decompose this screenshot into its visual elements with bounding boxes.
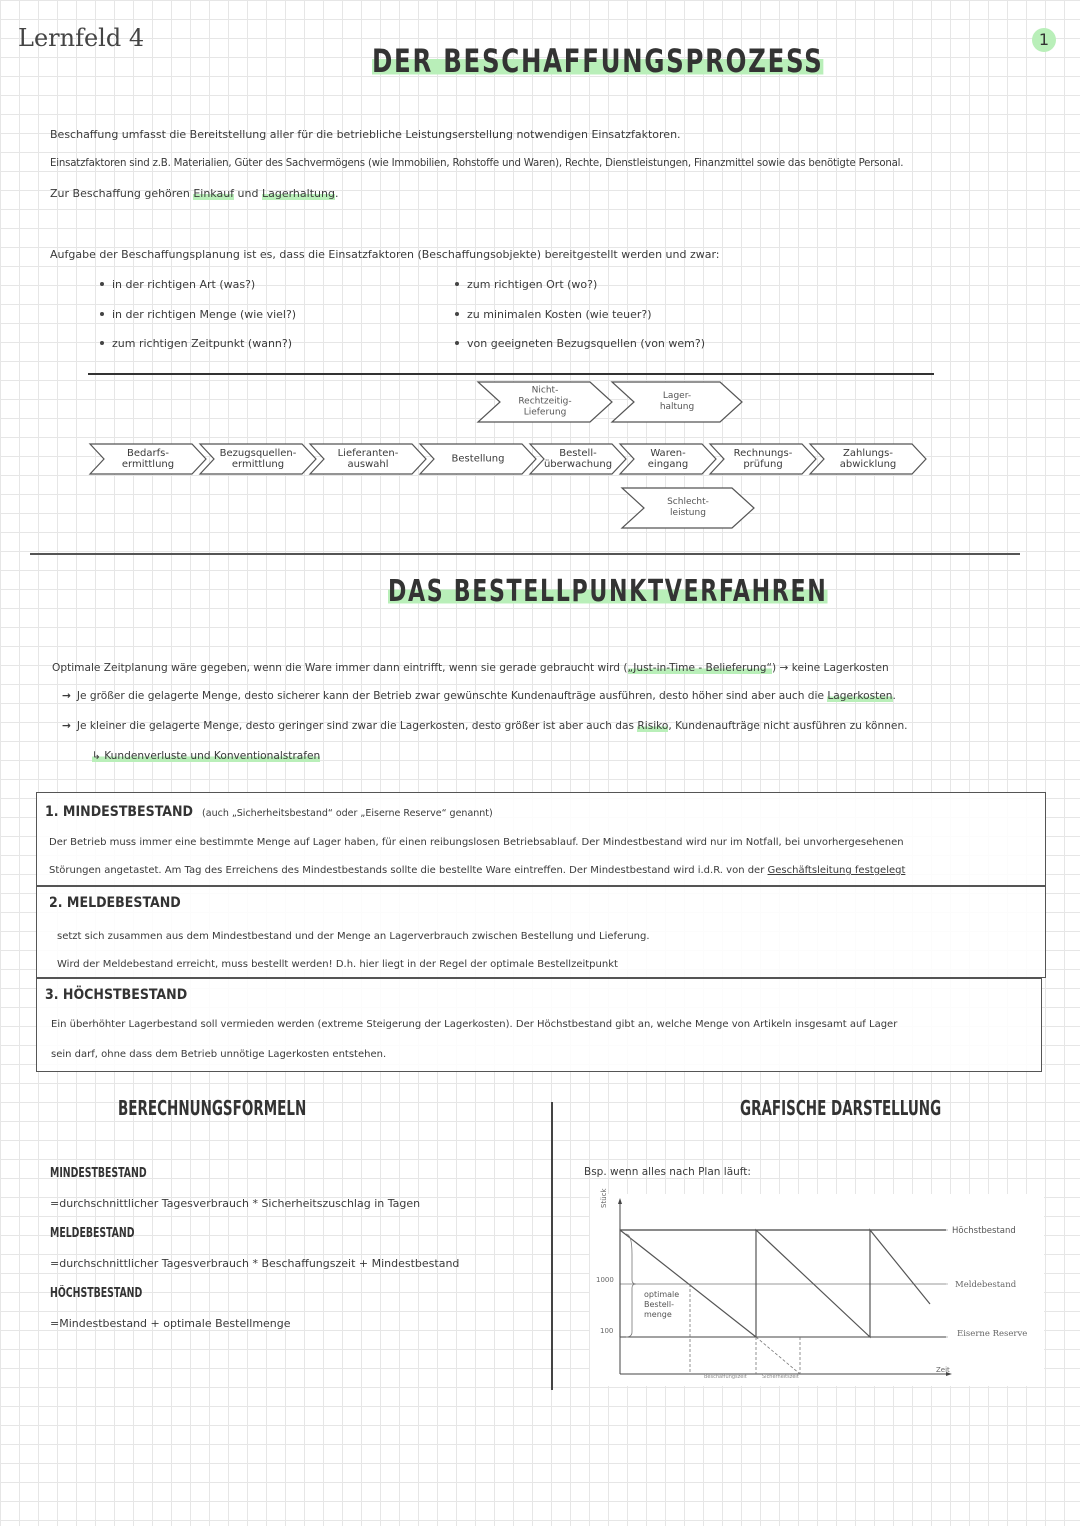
process-step-lagerhaltung: Lager- haltung	[610, 380, 744, 424]
eiserne-reserve-label: Eiserne Reserve	[957, 1329, 1028, 1339]
process-step-bezugsquellenermittlung	[198, 442, 318, 476]
optimal-label: optimale Bestell- menge	[644, 1290, 680, 1319]
y-axis-label: Stück	[600, 1188, 608, 1208]
page-number-badge	[1032, 28, 1056, 52]
box-meldebestand	[36, 886, 1046, 978]
box-text-2: sein darf, ohne dass dem Betrieb unnötige Lagerkosten entstehen.	[51, 1049, 387, 1060]
tick-1000: 1000	[596, 1276, 614, 1284]
x-axis-label: Zeit	[936, 1366, 950, 1374]
aufgabe-right-3: von geeigneten Bezugsquellen (von wem?)	[455, 337, 705, 350]
box-text-1: Der Betrieb muss immer eine bestimmte Menge auf Lager haben, für einen reibungslosen Betriebsablauf. Der Mindestbestand wird nur im Notfall, bei unvorhergesehenen	[49, 837, 904, 848]
process-step-bedarfsermittlung	[88, 442, 208, 476]
page-number: 1	[1038, 30, 1050, 49]
formula-1-heading: MINDESTBESTAND	[50, 1166, 147, 1181]
box-heading: 2. MELDEBESTAND	[49, 895, 181, 911]
process-step-zahlungsabwicklung	[808, 442, 928, 476]
formula-3: =Mindestbestand + optimale Bestellmenge	[50, 1317, 291, 1330]
process-step-label: Waren- eingang	[647, 448, 689, 470]
formula-3-heading: HÖCHSTBESTAND	[50, 1286, 143, 1301]
box-text-1: setzt sich zusammen aus dem Mindestbestand und der Menge an Lagerverbrauch zwischen Bestellung und Lieferung.	[57, 931, 650, 942]
process-step-label: Bestell- überwachung	[543, 448, 613, 470]
process-step-label: Lieferanten- auswahl	[337, 448, 399, 470]
box-text-2: Wird der Meldebestand erreicht, muss bestellt werden! D.h. hier liegt in der Regel der optimale Bestellzeitpunkt	[57, 959, 618, 970]
formula-2: =durchschnittlicher Tagesverbrauch * Beschaffungszeit + Mindestbestand	[50, 1257, 460, 1270]
process-step-bestellung	[418, 442, 538, 476]
process-step-bestellueberwachung	[528, 442, 628, 476]
formeln-heading: BERECHNUNGSFORMELN	[118, 1096, 307, 1120]
bestell-line-3: → Je kleiner die gelagerte Menge, desto geringer sind zwar die Lagerkosten, desto größer ist aber auch das Risiko, Kundenaufträge nicht ausführen zu können.	[62, 720, 908, 732]
box-hoechstbestand	[36, 978, 1042, 1072]
process-divider-line	[88, 373, 934, 375]
formula-1: =durchschnittlicher Tagesverbrauch * Sicherheitszuschlag in Tagen	[50, 1197, 421, 1210]
section-title-bestellpunkt: DAS BESTELLPUNKTVERFAHREN	[388, 574, 828, 609]
aufgabe-right-1: zum richtigen Ort (wo?)	[455, 278, 597, 291]
process-step-label: Rechnungs- prüfung	[733, 448, 793, 470]
formula-2-heading: MELDEBESTAND	[50, 1226, 135, 1241]
stock-diagram	[590, 1188, 1044, 1386]
process-step-rechnungspruefung	[708, 442, 818, 476]
process-step-label: Zahlungs- abwicklung	[839, 448, 897, 470]
process-step-label: Bestellung	[451, 453, 505, 465]
aufgabe-left-2: in der richtigen Menge (wie viel?)	[100, 308, 296, 321]
aufgabe-right-2: zu minimalen Kosten (wie teuer?)	[455, 308, 652, 321]
aufgabe-text: Aufgabe der Beschaffungsplanung ist es, dass die Einsatzfaktoren (Beschaffungsobjekte) bereitgestellt werden und zwar:	[50, 248, 720, 261]
section-divider	[30, 553, 1020, 555]
process-step-lieferantenauswahl	[308, 442, 428, 476]
box-heading: 3. HÖCHSTBESTAND	[45, 987, 188, 1003]
process-step-label: Bedarfs- ermittlung	[121, 448, 175, 470]
grafik-heading: GRAFISCHE DARSTELLUNG	[740, 1096, 942, 1120]
page-title: DER BESCHAFFUNGSPROZESS	[372, 42, 824, 80]
tick-100: 100	[600, 1327, 614, 1335]
process-step-wareneingang	[618, 442, 718, 476]
sicherheitszeit-label: Sicherheitszeit	[762, 1374, 799, 1380]
box-mindestbestand	[36, 792, 1046, 886]
process-step-label: Bezugsquellen- ermittlung	[219, 448, 297, 470]
grafik-caption: Bsp. wenn alles nach Plan läuft:	[584, 1166, 751, 1178]
aufgabe-left-3: zum richtigen Zeitpunkt (wann?)	[100, 337, 292, 350]
bestell-line-2: → Je größer die gelagerte Menge, desto sicherer kann der Betrieb zwar gewünschte Kundenaufträge ausführen, desto höher sind aber auch die Lagerkosten.	[62, 690, 896, 702]
box-text-2: Störungen angetastet. Am Tag des Erreichens des Mindestbestands sollte die bestellte Ware eintreffen. Der Mindestbestand wird i.d.R. von der Geschäftsleitung festgelegt	[49, 865, 906, 876]
intro-line-1: Beschaffung umfasst die Bereitstellung aller für die betriebliche Leistungserstellung notwendigen Einsatzfaktoren.	[50, 128, 681, 141]
section-label: Lernfeld 4	[18, 24, 145, 52]
column-divider	[551, 1102, 553, 1390]
hoechstbestand-label: Höchstbestand	[952, 1226, 1016, 1236]
bestell-line-1: Optimale Zeitplanung wäre gegeben, wenn die Ware immer dann eintrifft, wenn sie gerade gebraucht wird („Just-in-Time - Belieferung“) → keine Lagerkosten	[52, 662, 889, 674]
box-note: (auch „Sicherheitsbestand“ oder „Eiserne Reserve“ genannt)	[202, 808, 493, 819]
meldebestand-label: Meldebestand	[955, 1280, 1017, 1290]
box-text-1: Ein überhöhter Lagerbestand soll vermieden werden (extreme Steigerung der Lagerkosten). Der Höchstbestand gibt an, welche Menge von Artikeln insgesamt auf Lager	[51, 1019, 898, 1030]
aufgabe-left-1: in der richtigen Art (was?)	[100, 278, 255, 291]
intro-line-2: Einsatzfaktoren sind z.B. Materialien, Güter des Sachvermögens (wie Immobilien, Rohstoffe und Waren), Rechte, Dienstleistungen, Finanzmittel sowie das benötigte Personal.	[50, 158, 904, 169]
bestell-line-4: ↳ Kundenverluste und Konventionalstrafen	[92, 750, 321, 762]
process-step-nicht-rechtzeitig: Nicht- Rechtzeitig- Lieferung	[476, 380, 614, 424]
box-heading: 1. MINDESTBESTAND	[45, 804, 193, 820]
beschaffungszeit-label: Beschaffungszeit	[704, 1374, 747, 1380]
process-step-schlechtleistung: Schlecht- leistung	[620, 486, 756, 530]
intro-line-3: Zur Beschaffung gehören Einkauf und Lagerhaltung.	[50, 187, 339, 200]
